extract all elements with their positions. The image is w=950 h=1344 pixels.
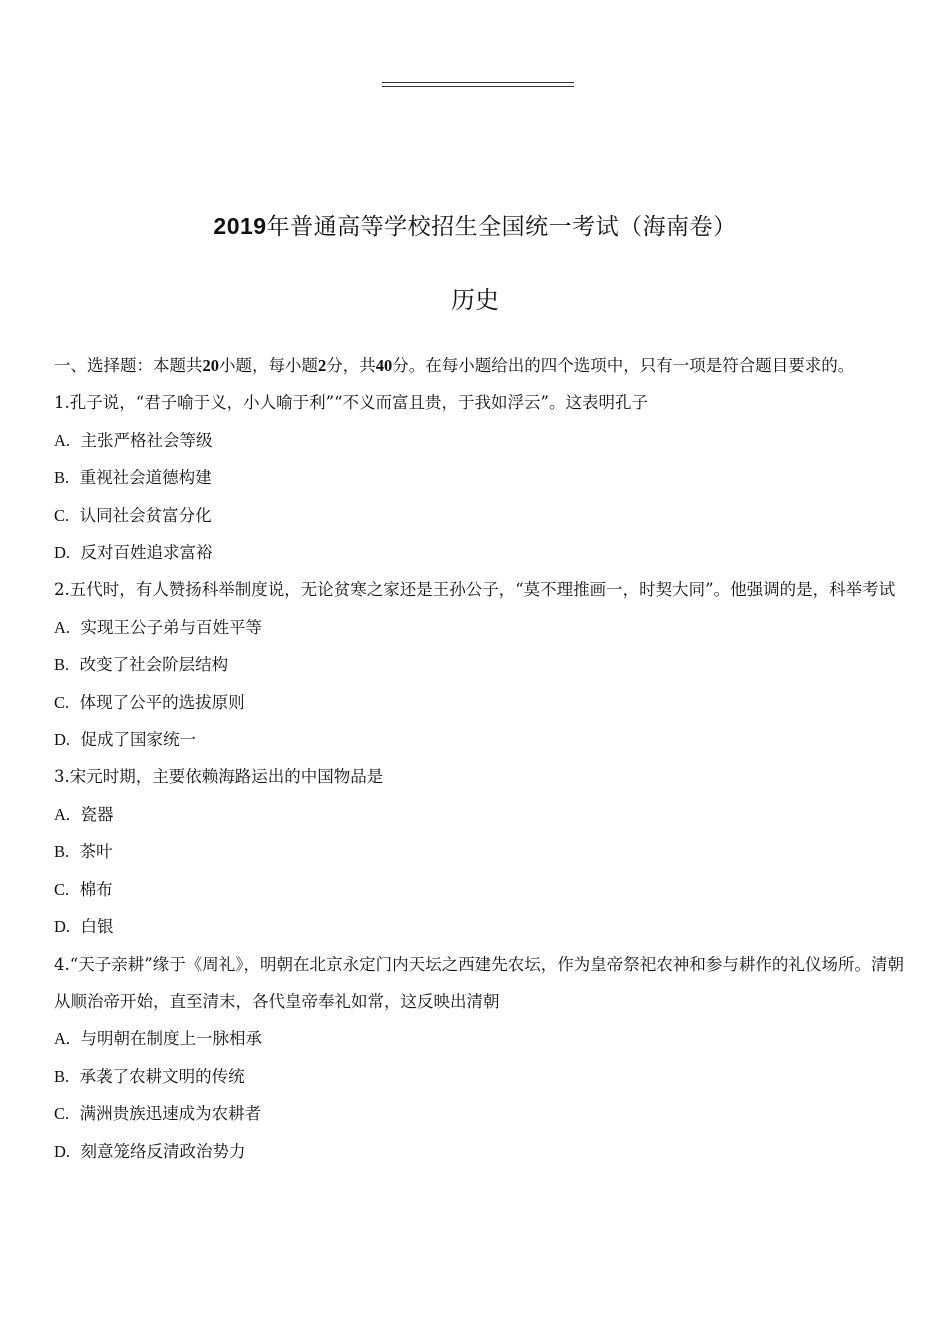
question-stem: 4.“天子亲耕”缘于《周礼》，明朝在北京永定门内天坛之西建先农坛，作为皇帝祭祀农神和参与耕作的礼仪场所。清朝从顺治帝开始，直至清末，各代皇帝奉礼如常，这反映出清朝 bbox=[54, 954, 904, 1011]
option-text: 瓷器 bbox=[80, 804, 114, 824]
option-letter: A. bbox=[54, 617, 71, 637]
question-count: 20 bbox=[202, 356, 219, 375]
option-letter: D. bbox=[54, 917, 71, 937]
option-letter: C. bbox=[54, 505, 70, 525]
option-c bbox=[54, 684, 904, 721]
total-points: 40 bbox=[375, 356, 393, 375]
option-text: 棉布 bbox=[79, 879, 113, 899]
option-d bbox=[54, 534, 904, 571]
option-c bbox=[54, 871, 904, 908]
question-stem: 2.五代时，有人赞扬科举制度说，无论贫寒之家还是王孙公子，“莫不理推画一，时契大同”。他强调的是，科举考试 bbox=[54, 580, 896, 600]
option-letter: D. bbox=[54, 730, 71, 750]
option-b bbox=[54, 833, 904, 870]
question-4 bbox=[54, 946, 904, 1170]
points-per-question: 2 bbox=[318, 356, 327, 375]
instructions-text-4: 分。在每小题给出的四个选项中，只有一项是符合题目要求的。 bbox=[392, 356, 855, 375]
instructions-text-2: 小题，每小题 bbox=[219, 356, 318, 375]
option-letter: B. bbox=[54, 655, 70, 675]
question-1 bbox=[54, 384, 904, 571]
option-text: 反对百姓追求富裕 bbox=[80, 543, 213, 563]
option-a bbox=[54, 422, 904, 459]
option-text: 重视社会道德构建 bbox=[79, 468, 212, 488]
option-letter: B. bbox=[54, 1066, 70, 1086]
option-text: 白银 bbox=[80, 917, 114, 937]
option-text: 主张严格社会等级 bbox=[80, 430, 213, 450]
option-text: 体现了公平的选拔原则 bbox=[79, 692, 245, 712]
exam-title bbox=[0, 208, 950, 241]
instructions-text-1: 一、选择题：本题共 bbox=[54, 356, 203, 375]
header-double-rule bbox=[382, 82, 574, 87]
option-letter: D. bbox=[54, 543, 71, 563]
option-letter: A. bbox=[54, 804, 71, 824]
option-c bbox=[54, 497, 904, 534]
option-text: 改变了社会阶层结构 bbox=[79, 655, 229, 675]
option-letter: B. bbox=[54, 842, 70, 862]
option-d bbox=[54, 908, 904, 945]
option-b bbox=[54, 459, 904, 496]
question-3 bbox=[54, 758, 904, 945]
option-text: 茶叶 bbox=[79, 842, 113, 862]
option-c bbox=[54, 1095, 904, 1132]
option-d bbox=[54, 1133, 904, 1170]
question-stem: 3.宋元时期，主要依赖海路运出的中国物品是 bbox=[54, 767, 384, 787]
option-text: 承袭了农耕文明的传统 bbox=[79, 1066, 245, 1086]
option-text: 满洲贵族迅速成为农耕者 bbox=[79, 1104, 262, 1124]
question-2 bbox=[54, 571, 904, 758]
option-a bbox=[54, 609, 904, 646]
option-letter: C. bbox=[54, 1104, 70, 1124]
option-letter: C. bbox=[54, 692, 70, 712]
option-text: 刻意笼络反清政治势力 bbox=[80, 1141, 246, 1161]
question-section bbox=[54, 347, 904, 1170]
instructions-text-3: 分，共 bbox=[326, 356, 376, 375]
option-letter: D. bbox=[54, 1141, 71, 1161]
option-letter: B. bbox=[54, 468, 70, 488]
subject-heading: 历史 bbox=[451, 286, 499, 314]
option-letter: A. bbox=[54, 1029, 71, 1049]
option-text: 促成了国家统一 bbox=[80, 730, 197, 750]
option-a bbox=[54, 1020, 904, 1057]
option-text: 认同社会贫富分化 bbox=[79, 505, 212, 525]
option-d bbox=[54, 721, 904, 758]
option-b bbox=[54, 646, 904, 683]
section-instructions bbox=[54, 347, 904, 384]
option-a bbox=[54, 796, 904, 833]
exam-year: 2019 bbox=[213, 213, 267, 239]
option-letter: C. bbox=[54, 879, 70, 899]
option-letter: A. bbox=[54, 430, 71, 450]
option-b bbox=[54, 1058, 904, 1095]
option-text: 与明朝在制度上一脉相承 bbox=[80, 1029, 263, 1049]
option-text: 实现王公子弟与百姓平等 bbox=[80, 617, 263, 637]
question-stem: 1.孔子说，“君子喻于义，小人喻于利”“不义而富且贵，于我如浮云”。这表明孔子 bbox=[54, 393, 648, 413]
exam-title-text: 年普通高等学校招生全国统一考试（海南卷） bbox=[266, 214, 737, 240]
